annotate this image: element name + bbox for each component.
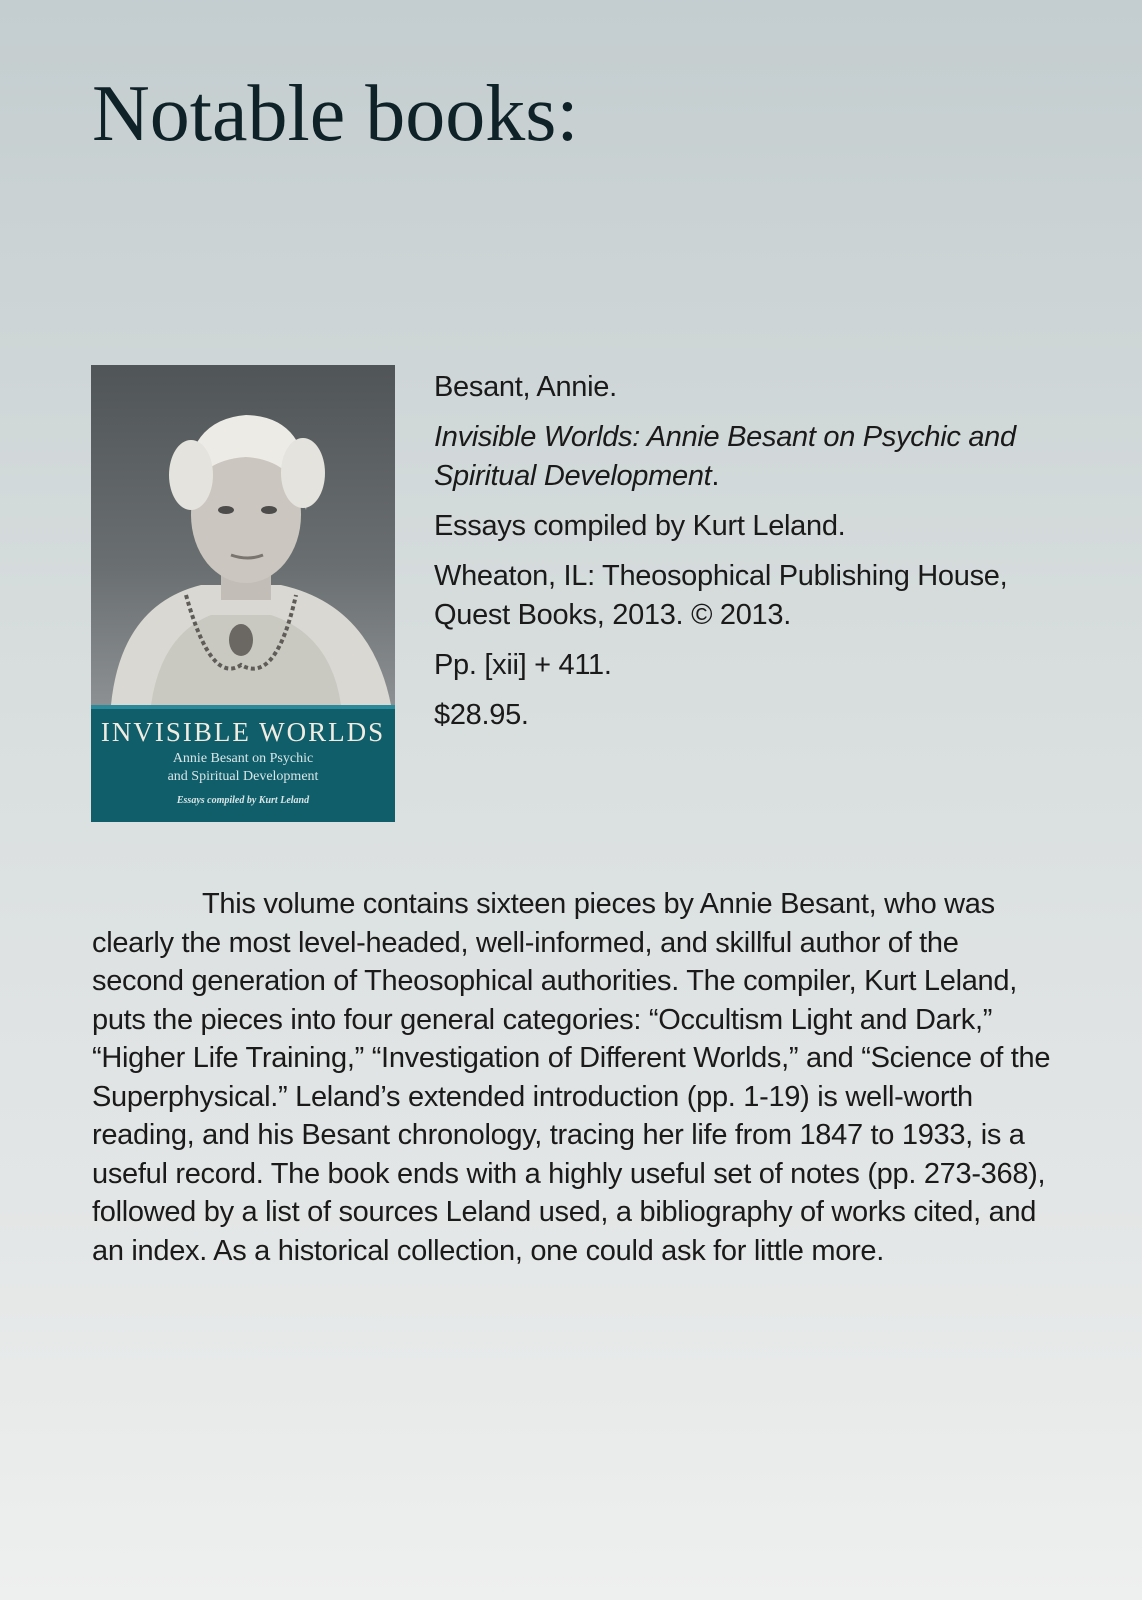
citation-pages: Pp. [xii] + 411.: [434, 649, 612, 681]
cover-credit: Essays compiled by Kurt Leland: [176, 795, 310, 806]
citation-title: Invisible Worlds: Annie Besant on Psychic and Spiritual Development.: [434, 421, 1016, 492]
cover-title: INVISIBLE WORLDS: [100, 717, 386, 747]
review-paragraph: This volume contains sixteen pieces by Annie Besant, who was clearly the most level-headed, well-informed, and skillful author of the second generation of Theosophical authorities. The compiler, Kurt Leland, puts the pieces into four general categories: “Occultism Light and Dark,” “Higher Life Training,” “Investigation of Different Worlds,” and “Science of the Superphysical.” Leland’s extended introduction (pp. 1-19) is well-worth reading, and his Besant chronology, tracing her life from 1847 to 1933, is a useful record. The book ends with a highly useful set of notes (pp. 273-368), followed by a list of sources Leland used, a bibliography of works cited, and an index. As a historical collection, one could ask for little more.: [92, 888, 1051, 1267]
citation-price: $28.95.: [434, 699, 529, 731]
citation-compiler: Essays compiled by Kurt Leland.: [434, 510, 846, 542]
author-portrait: [91, 365, 395, 705]
page-title: Notable books:: [92, 70, 579, 158]
citation-author: Besant, Annie.: [434, 371, 617, 403]
book-citation: [434, 368, 1074, 746]
citation-publisher: Wheaton, IL: Theosophical Publishing House, Quest Books, 2013. © 2013.: [434, 560, 1008, 631]
cover-subtitle: Annie Besant on Psychic and Spiritual Development: [167, 751, 319, 784]
book-cover: [91, 365, 395, 822]
